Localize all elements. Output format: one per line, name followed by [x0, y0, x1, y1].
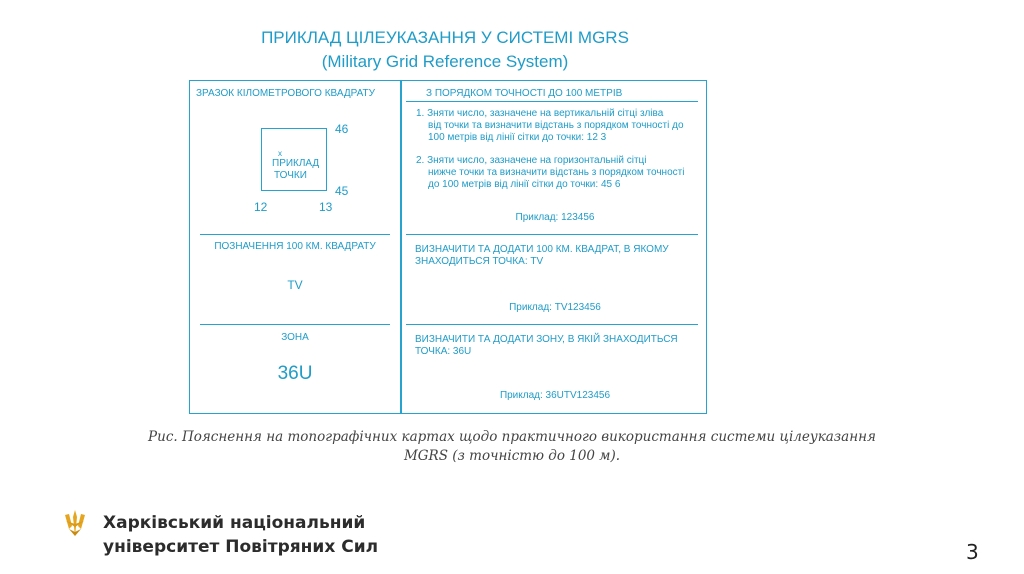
step2-line2: нижче точки та визначити відстань з порядком точності — [428, 167, 685, 178]
step1-line2: від точки та визначити відстань з порядком точності до — [428, 120, 684, 131]
university-line-1: Харківський національний — [103, 513, 366, 533]
example-3: Приклад: 36UTV123456 — [499, 390, 611, 401]
square-top-label: 46 — [335, 122, 349, 136]
square-line2: ЗНАХОДИТЬСЯ ТОЧКА: TV — [415, 256, 544, 267]
square-line1: ВИЗНАЧИТИ ТА ДОДАТИ 100 КМ. КВАДРАТ, В ЯКОМУ — [415, 244, 669, 255]
square-bottom-label: 45 — [335, 184, 349, 198]
step1-line1: 1. Зняти число, зазначене на вертикальній сітці зліва — [416, 108, 664, 119]
zone-heading: ЗОНА — [281, 332, 309, 343]
step1-line3: 100 метрів від лінії сітки до точки: 12 3 — [428, 132, 607, 143]
caption-line-2: MGRS (з точністю до 100 м). — [403, 448, 621, 464]
university-name — [103, 511, 378, 559]
right-separator-1 — [406, 234, 698, 235]
example-2: Приклад: TV123456 — [509, 302, 601, 313]
left-separator-2 — [200, 324, 390, 325]
step2-line1: 2. Зняти число, зазначене на горизонтальній сітці — [416, 155, 647, 166]
square-left-label: 12 — [254, 200, 268, 214]
designation-value: TV — [287, 278, 303, 292]
title-line-2: (Military Grid Reference System) — [321, 52, 569, 71]
zone-line2: ТОЧКА: 36U — [415, 346, 472, 357]
trident-emblem-icon — [64, 509, 86, 539]
caption-line-1: Рис. Пояснення на топографічних картах щодо практичного використання системи цілеуказання — [148, 429, 876, 445]
point-label-1: ПРИКЛАД — [272, 158, 320, 169]
accuracy-heading: З ПОРЯДКОМ ТОЧНОСТІ ДО 100 МЕТРІВ — [426, 88, 623, 99]
point-label-2: ТОЧКИ — [274, 170, 307, 181]
figure-caption — [0, 428, 1024, 466]
right-separator-2 — [406, 324, 698, 325]
zone-value: 36U — [277, 363, 313, 384]
slide-title — [0, 26, 890, 74]
university-line-2: університет Повітряних Сил — [103, 537, 379, 557]
mgrs-diagram-frame — [189, 80, 707, 414]
step2-line3: до 100 метрів від лінії сітки до точки: 45 6 — [428, 179, 621, 190]
km-square-heading: ЗРАЗОК КІЛОМЕТРОВОГО КВАДРАТУ — [196, 88, 376, 99]
designation-heading: ПОЗНАЧЕННЯ 100 КМ. КВАДРАТУ — [214, 241, 376, 252]
square-right-label: 13 — [319, 200, 333, 214]
zone-line1: ВИЗНАЧИТИ ТА ДОДАТИ ЗОНУ, В ЯКІЙ ЗНАХОДИТЬСЯ — [415, 334, 678, 345]
title-line-1: ПРИКЛАД ЦІЛЕУКАЗАННЯ У СИСТЕМІ MGRS — [261, 28, 629, 47]
point-marker: x — [278, 149, 282, 158]
left-separator-1 — [200, 234, 390, 235]
example-1: Приклад: 123456 — [515, 212, 595, 223]
accuracy-heading-underline — [406, 101, 698, 102]
column-divider — [400, 81, 402, 413]
page-number: 3 — [966, 540, 979, 564]
